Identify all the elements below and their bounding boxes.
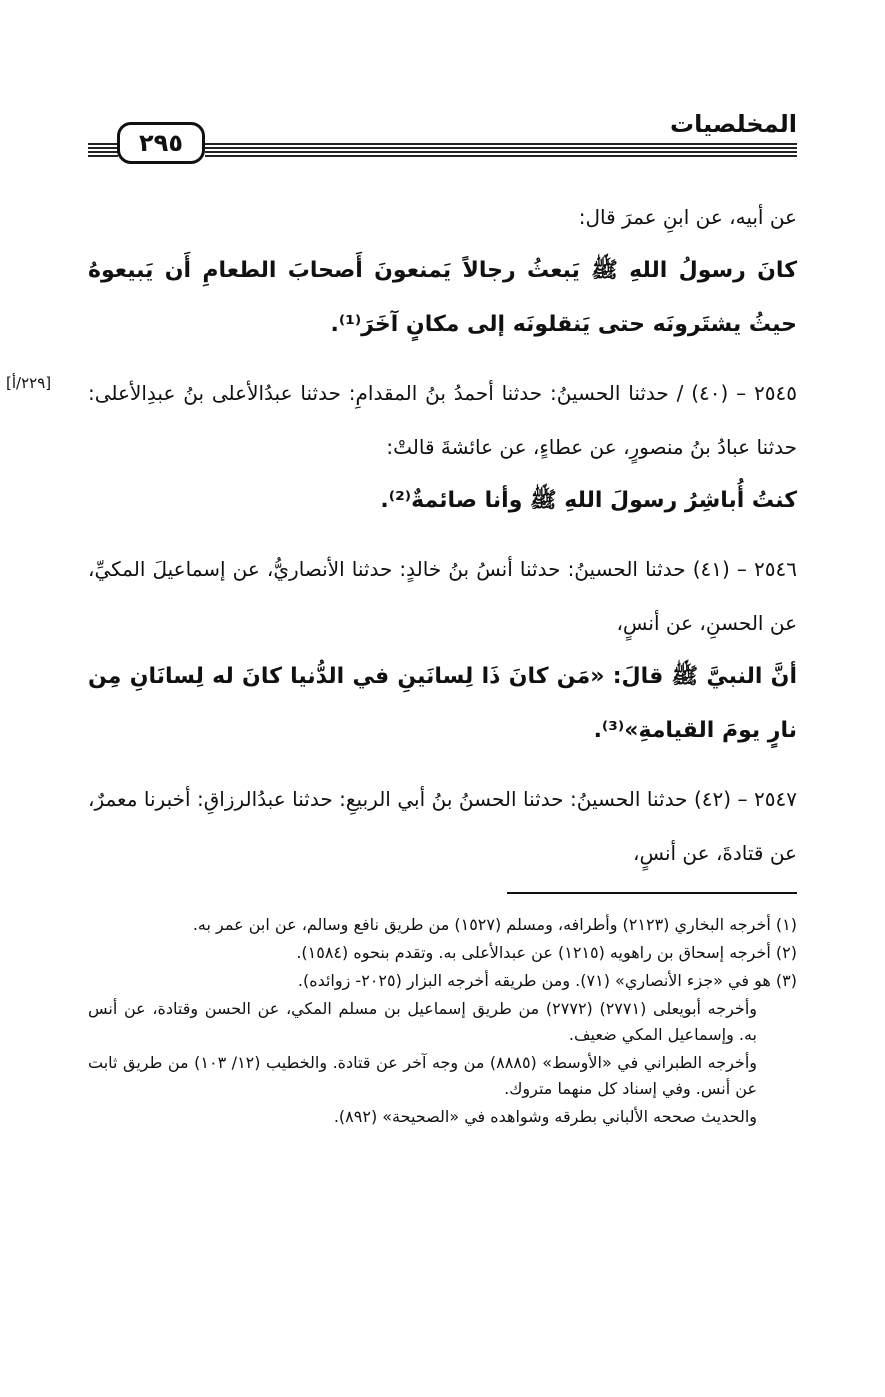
footnotes xyxy=(88,912,797,1132)
footnote-3-continuation: وأخرجه الطبراني في «الأوسط» (٨٨٨٥) من وجه آخر عن قتادة. والخطيب (١٢/ ١٠٣) من طريق ثابت عن أنس. وفي إسناد كل منهما متروك. xyxy=(88,1053,757,1098)
spacer xyxy=(88,352,797,366)
page-number-text: ٢٩٥ xyxy=(139,129,183,157)
paragraph-2547: ٢٥٤٧ – (٤٢) حدثنا الحسينُ: حدثنا الحسنُ بنُ أبي الربيعِ: حدثنا عبدُالرزاقِ: أخبرنا معمرٌ، عن قتادةَ، عن أنسٍ، xyxy=(88,787,797,865)
hadith-text: كنتُ أُباشِرُ رسولَ اللهِ ﷺ وأنا صائمةٌ⁽²⁾. xyxy=(380,488,797,513)
footnote-3: (٣) هو في «جزء الأنصاري» (٧١). ومن طريقه أخرجه البزار (٢٠٢٥- زوائده). xyxy=(297,971,797,990)
running-title: المخلصيات xyxy=(670,110,797,138)
footnote-1: (١) أخرجه البخاري (٢١٢٣) وأطرافه، ومسلم (١٥٢٧) من طريق نافع وسالم، عن ابن عمر به. xyxy=(192,915,797,934)
hadith-text: كانَ رسولُ اللهِ ﷺ يَبعثُ رجالاً يَمنعونَ أَصحابَ الطعامِ أَن يَبيعوهُ حيثُ يشتَرونَه حتى يَنقلونَه إلى مكانٍ آخَرَ⁽¹⁾. xyxy=(88,258,797,337)
main-text xyxy=(88,190,797,880)
paragraph-2546: ٢٥٤٦ – (٤١) حدثنا الحسينُ: حدثنا أنسُ بنُ خالدٍ: حدثنا الأنصاريُّ، عن إسماعيلَ المكيِّ، عن الحسنِ، عن أنسٍ، xyxy=(88,557,797,635)
paragraph-2545: ٢٥٤٥ – (٤٠) / حدثنا الحسينُ: حدثنا أحمدُ بنُ المقدامِ: حدثنا عبدُالأعلى بنُ عبدِالأعلى: حدثنا عبادُ بنُ منصورٍ، عن عطاءٍ، عن عائشةَ قالتْ: xyxy=(88,381,797,459)
header-rule-left xyxy=(88,143,118,157)
hadith-text: أنَّ النبيَّ ﷺ قالَ: «مَن كانَ ذَا لِسانَينِ في الدُّنيا كانَ له لِسانَانِ مِن نارٍ يومَ القيامةِ»⁽³⁾. xyxy=(88,664,797,743)
footnote-3-continuation: وأخرجه أبويعلى (٢٧٧١) (٢٧٧٢) من طريق إسماعيل بن مسلم المكي، عن الحسن وقتادة، عن أنس به. وإسماعيل المكي ضعيف. xyxy=(88,999,757,1044)
footnote-separator xyxy=(507,892,797,894)
footnote-2: (٢) أخرجه إسحاق بن راهويه (١٢١٥) عن عبدالأعلى به. وتقدم بنحوه (١٥٨٤). xyxy=(296,943,797,962)
paragraph: عن أبيه، عن ابنِ عمرَ قال: xyxy=(578,205,797,229)
header-rule-right xyxy=(205,143,797,157)
footnote-3-continuation: والحديث صححه الألباني بطرقه وشواهده في «الصحيحة» (٨٩٢). xyxy=(333,1107,757,1126)
spacer xyxy=(88,528,797,542)
spacer xyxy=(88,758,797,772)
margin-folio-note: [٢٢٩/أ] xyxy=(6,374,52,392)
page-number xyxy=(117,122,205,164)
